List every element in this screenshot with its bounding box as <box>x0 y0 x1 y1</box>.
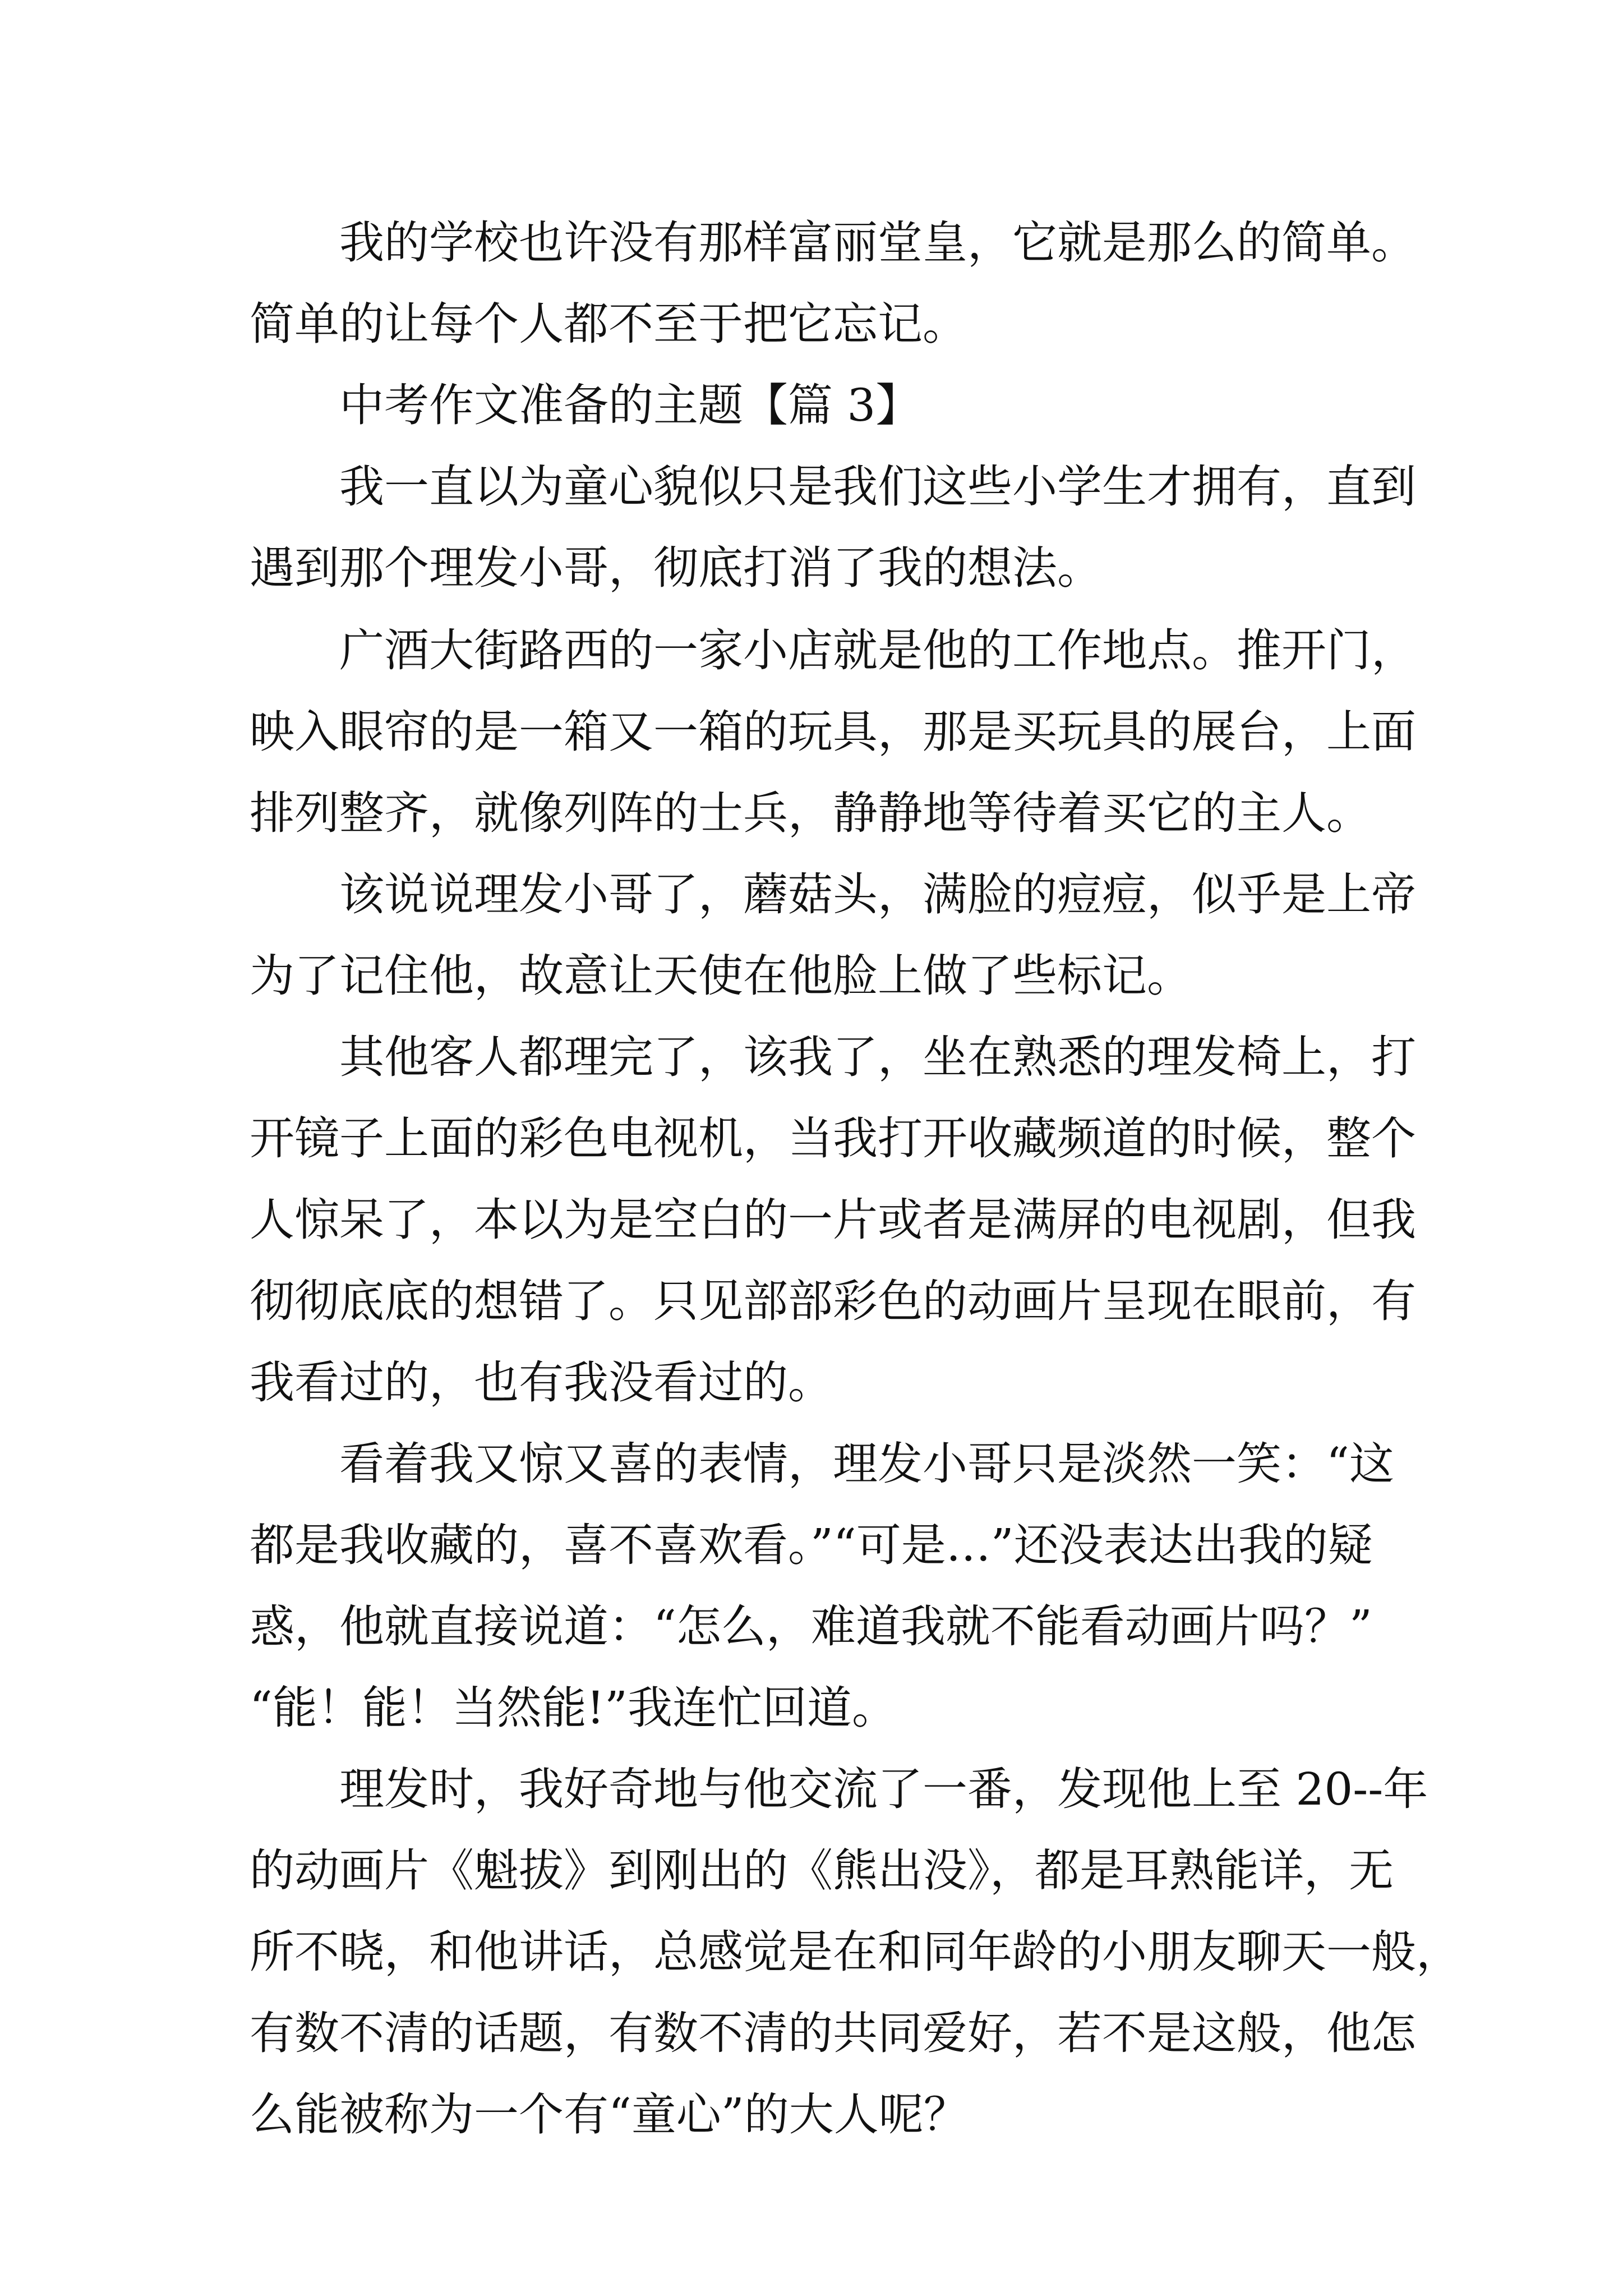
text-line: 我看过的，也有我没看过的。 <box>250 1356 833 1409</box>
text-line: 遇到那个理发小哥，彻底打消了我的想法。 <box>250 542 1102 594</box>
text-line: 为了记住他，故意让天使在他脸上做了些标记。 <box>250 950 1192 1002</box>
section-heading: 中考作文准备的主题【篇 3】 <box>339 379 921 431</box>
text-line: 该说说理发小哥了，蘑菇头，满脸的痘痘，似乎是上帝 <box>339 868 1416 921</box>
text-line: “能！能！当然能!”我连忙回道。 <box>250 1682 897 1734</box>
text-line: 广酒大街路西的一家小店就是他的工作地点。推开门， <box>339 624 1416 677</box>
text-line: 映入眼帘的是一箱又一箱的玩具，那是买玩具的展台，上面 <box>250 706 1416 758</box>
text-line: 看着我又惊又喜的表情，理发小哥只是淡然一笑：“这 <box>339 1438 1394 1490</box>
text-line: 我的学校也许没有那样富丽堂皇，它就是那么的简单。 <box>339 217 1416 269</box>
text-line: 排列整齐，就像列阵的士兵，静静地等待着买它的主人。 <box>250 787 1371 839</box>
text-line: 彻彻底底的想错了。只见部部彩色的动画片呈现在眼前，有 <box>250 1275 1416 1327</box>
text-line: 我一直以为童心貌似只是我们这些小学生才拥有，直到 <box>339 461 1416 513</box>
text-line: 惑，他就直接说道：“怎么，难道我就不能看动画片吗？” <box>250 1600 1372 1653</box>
text-line: 人惊呆了，本以为是空白的一片或者是满屏的电视剧，但我 <box>250 1194 1416 1246</box>
text-line: 都是我收藏的，喜不喜欢看。”“可是…”还没表达出我的疑 <box>250 1519 1373 1571</box>
text-line: 的动画片《魁拔》到刚出的《熊出没》，都是耳熟能详，无 <box>250 1844 1394 1897</box>
text-line: 有数不清的话题，有数不清的共同爱好，若不是这般，他怎 <box>250 2007 1416 2059</box>
text-line: 其他客人都理完了，该我了，坐在熟悉的理发椅上，打 <box>339 1031 1416 1083</box>
text-line: 理发时，我好奇地与他交流了一番，发现他上至 20--年 <box>339 1763 1428 1815</box>
text-line: 简单的让每个人都不至于把它忘记。 <box>250 298 967 350</box>
text-line: 么能被称为一个有“童心”的大人呢？ <box>250 2088 969 2141</box>
text-line: 所不晓，和他讲话，总感觉是在和同年龄的小朋友聊天一般， <box>250 1926 1461 1978</box>
text-line: 开镜子上面的彩色电视机，当我打开收藏频道的时候，整个 <box>250 1112 1416 1165</box>
